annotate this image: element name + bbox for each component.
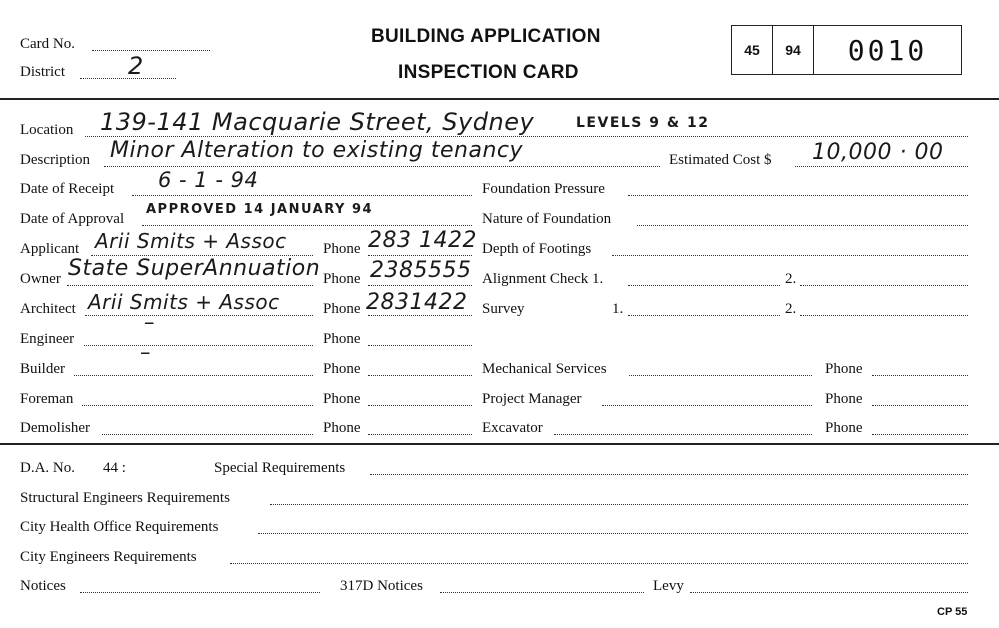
demolisher-phone-line: [368, 434, 472, 435]
structural-engineers-label: Structural Engineers Requirements: [20, 490, 230, 506]
city-health-label: City Health Office Requirements: [20, 519, 219, 535]
depth-of-footings-label: Depth of Footings: [482, 241, 592, 257]
alignment-check-label: Alignment Check 1.: [482, 271, 604, 287]
project-manager-line: [602, 405, 812, 406]
card-number: 0010: [813, 25, 962, 75]
title-line-2: INSPECTION CARD: [398, 62, 579, 83]
mechanical-services-phone-line: [872, 375, 968, 376]
title-line-1: BUILDING APPLICATION: [371, 26, 601, 47]
district-label: District: [20, 64, 65, 80]
nature-of-foundation-label: Nature of Foundation: [482, 211, 612, 227]
owner-label: Owner: [20, 271, 61, 287]
survey-line-2: [800, 315, 968, 316]
date-receipt-value: 6 - 1 - 94: [158, 168, 259, 192]
mechanical-services-line: [629, 375, 812, 376]
mechanical-services-label: Mechanical Services: [482, 361, 607, 377]
estimated-cost-value: 10,000 · 00: [812, 140, 944, 165]
survey-1-label: 1.: [612, 301, 624, 317]
levy-label: Levy: [653, 578, 684, 594]
engineer-phone-line: [368, 345, 472, 346]
foreman-line: [82, 405, 313, 406]
excavator-label: Excavator: [482, 420, 543, 436]
district-value: 2: [128, 52, 144, 80]
survey-2-label: 2.: [785, 301, 797, 317]
excavator-phone-line: [872, 434, 968, 435]
da-no-label: D.A. No.: [20, 460, 75, 476]
structural-engineers-line: [270, 504, 968, 505]
alignment-check-2-label: 2.: [785, 271, 797, 287]
survey-line-1: [628, 315, 780, 316]
owner-phone-line: [368, 285, 472, 286]
architect-value: Arii Smits + Assoc: [88, 290, 280, 314]
applicant-label: Applicant: [20, 241, 80, 257]
owner-value: State SuperAnnuation: [68, 256, 321, 281]
date-approval-label: Date of Approval: [20, 211, 125, 227]
owner-phone-value: 2385555: [370, 258, 472, 283]
foreman-phone-line: [368, 405, 472, 406]
notices-317d-line: [440, 592, 644, 593]
location-extra: LEVELS 9 & 12: [576, 115, 710, 131]
applicant-phone-value: 283 1422: [368, 228, 477, 253]
da-no-value: 44 :: [103, 460, 126, 476]
alignment-check-line-1: [628, 285, 780, 286]
applicant-value: Arii Smits + Assoc: [95, 229, 287, 253]
notices-label: Notices: [20, 578, 66, 594]
date-receipt-label: Date of Receipt: [20, 181, 115, 197]
builder-phone-label: Phone: [323, 361, 361, 377]
notices-line: [80, 592, 320, 593]
special-requirements-label: Special Requirements: [214, 460, 346, 476]
nature-of-foundation-line: [637, 225, 968, 226]
applicant-phone-label: Phone: [323, 241, 361, 257]
levy-line: [690, 592, 968, 593]
footer-divider: [0, 443, 999, 445]
excavator-line: [554, 434, 812, 435]
builder-line: [74, 375, 313, 376]
date-receipt-line: [132, 195, 472, 196]
date-approval-line: [142, 225, 472, 226]
survey-label: Survey: [482, 301, 525, 317]
engineer-phone-label: Phone: [323, 331, 361, 347]
location-label: Location: [20, 122, 74, 138]
city-engineers-label: City Engineers Requirements: [20, 549, 197, 565]
special-requirements-line: [370, 474, 968, 475]
description-value: Minor Alteration to existing tenancy: [110, 138, 524, 163]
owner-phone-label: Phone: [323, 271, 361, 287]
architect-label: Architect: [20, 301, 76, 317]
card-no-label: Card No.: [20, 36, 75, 52]
location-line: [85, 136, 968, 137]
header-divider: [0, 98, 999, 100]
foundation-pressure-line: [628, 195, 968, 196]
applicant-phone-line: [368, 255, 472, 256]
excavator-phone-label: Phone: [825, 420, 863, 436]
engineer-value: –: [144, 310, 155, 334]
box-b: 94: [772, 25, 814, 75]
project-manager-label: Project Manager: [482, 391, 582, 407]
owner-line: [67, 285, 313, 286]
box-a: 45: [731, 25, 773, 75]
depth-of-footings-line: [612, 255, 968, 256]
demolisher-label: Demolisher: [20, 420, 90, 436]
architect-phone-label: Phone: [323, 301, 361, 317]
date-approval-value: APPROVED 14 JANUARY 94: [146, 202, 374, 217]
demolisher-phone-label: Phone: [323, 420, 361, 436]
mechanical-services-phone-label: Phone: [825, 361, 863, 377]
form-code: CP 55: [937, 606, 968, 618]
estimated-cost-line: [795, 166, 968, 167]
architect-phone-value: 2831422: [366, 290, 468, 315]
foundation-pressure-label: Foundation Pressure: [482, 181, 605, 197]
engineer-label: Engineer: [20, 331, 75, 347]
foreman-phone-label: Phone: [323, 391, 361, 407]
city-health-line: [258, 533, 968, 534]
project-manager-phone-line: [872, 405, 968, 406]
description-label: Description: [20, 152, 90, 168]
architect-phone-line: [368, 315, 472, 316]
estimated-cost-label: Estimated Cost $: [669, 152, 772, 168]
location-value: 139-141 Macquarie Street, Sydney: [100, 108, 535, 136]
notices-317d-label: 317D Notices: [340, 578, 423, 594]
project-manager-phone-label: Phone: [825, 391, 863, 407]
engineer-line: [84, 345, 313, 346]
architect-line: [85, 315, 313, 316]
builder-value: –: [140, 340, 151, 364]
demolisher-line: [102, 434, 313, 435]
description-line: [104, 166, 660, 167]
builder-label: Builder: [20, 361, 65, 377]
foreman-label: Foreman: [20, 391, 74, 407]
city-engineers-line: [230, 563, 968, 564]
builder-phone-line: [368, 375, 472, 376]
alignment-check-line-2: [800, 285, 968, 286]
card-no-line: [92, 50, 210, 51]
